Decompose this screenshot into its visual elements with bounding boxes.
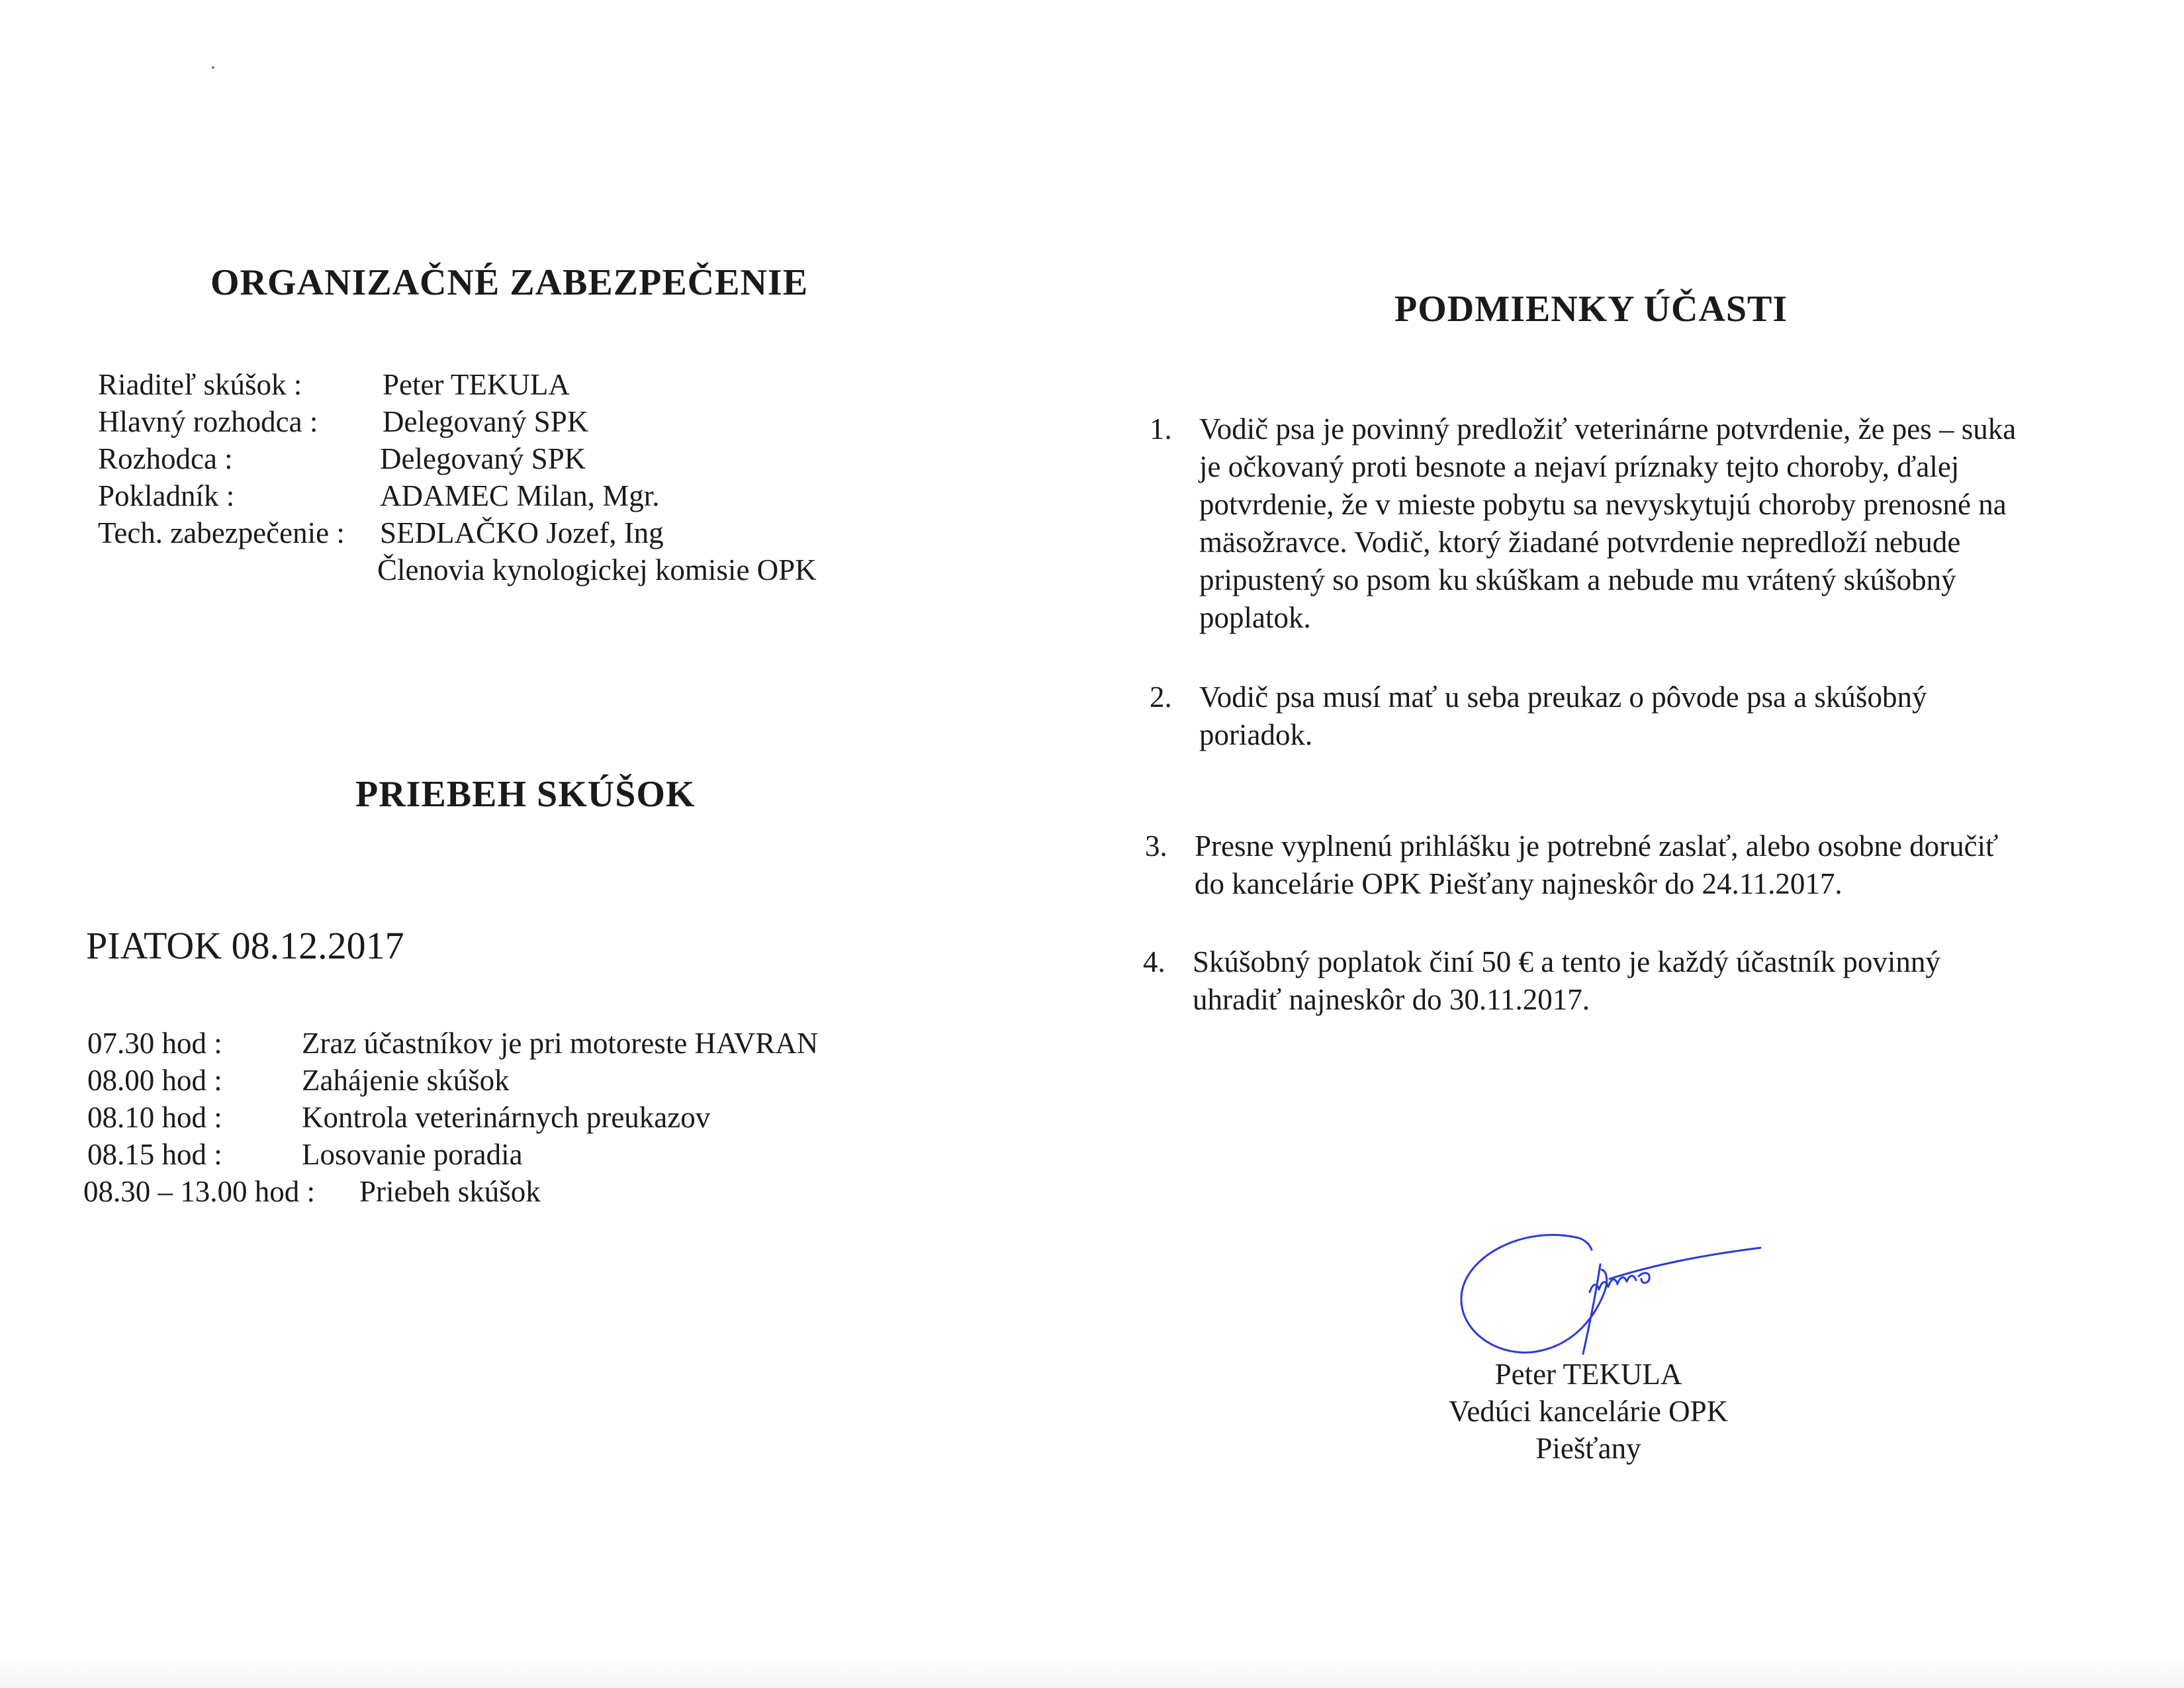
org-label: Pokladník :: [98, 479, 235, 512]
condition-line: Presne vyplnenú prihlášku je potrebné zaslať, alebo osobne doručiť: [1195, 829, 1999, 863]
org-value: SEDLAČKO Jozef, Ing: [380, 516, 664, 549]
schedule-time: 08.00 hod :: [87, 1064, 222, 1097]
signatory-position: Vedúci kancelárie OPK: [1448, 1395, 1729, 1428]
condition-line: Skúšobný poplatok činí 50 € a tento je každý účastník povinný: [1193, 945, 1940, 978]
org-value: Peter TEKULA: [383, 368, 570, 401]
signatory-block: [1403, 1356, 1774, 1467]
schedule-event: Zahájenie skúšok: [302, 1064, 510, 1097]
org-label: Riaditeľ skúšok :: [98, 368, 302, 401]
condition-line: poriadok.: [1199, 718, 1313, 751]
schedule-time: 08.15 hod :: [87, 1138, 222, 1171]
condition-line: Vodič psa je povinný predložiť veterinárne potvrdenie, že pes – suka: [1199, 412, 2017, 445]
condition-line: do kancelárie OPK Piešťany najneskôr do 24.11.2017.: [1195, 867, 1843, 900]
schedule-event: Priebeh skúšok: [359, 1175, 541, 1208]
org-extra: Členovia kynologickej komisie OPK: [377, 553, 817, 586]
handwritten-signature-icon: [1443, 1218, 1774, 1370]
condition-line: je očkovaný proti besnote a nejaví príznaky tejto choroby, ďalej: [1199, 450, 1960, 483]
schedule-time: 08.10 hod :: [87, 1101, 222, 1134]
org-label: Hlavný rozhodca :: [98, 405, 318, 438]
org-value: Delegovaný SPK: [383, 405, 589, 438]
schedule-time: 08.30 – 13.00 hod :: [83, 1175, 316, 1208]
condition-line: mäsožravce. Vodič, ktorý žiadané potvrdenie nepredloží nebude: [1199, 526, 1961, 559]
condition-number: 1.: [1150, 412, 1172, 445]
org-value: ADAMEC Milan, Mgr.: [380, 479, 660, 512]
org-value: Delegovaný SPK: [380, 442, 586, 475]
schedule-event: Losovanie poradia: [302, 1138, 523, 1171]
org-label: Tech. zabezpečenie :: [98, 516, 345, 549]
signatory-place: Piešťany: [1535, 1432, 1641, 1465]
condition-number: 3.: [1145, 829, 1167, 863]
scan-speck: [212, 66, 214, 69]
org-title: ORGANIZAČNÉ ZABEZPEČENIE: [210, 262, 809, 303]
schedule-event: Zraz účastníkov je pri motoreste HAVRAN: [302, 1027, 819, 1060]
condition-line: poplatok.: [1199, 601, 1311, 634]
schedule-event: Kontrola veterinárnych preukazov: [302, 1101, 711, 1134]
condition-number: 4.: [1143, 945, 1165, 978]
schedule-time: 07.30 hod :: [87, 1027, 222, 1060]
schedule-day: PIATOK 08.12.2017: [86, 924, 404, 967]
signatory-name: Peter TEKULA: [1494, 1358, 1682, 1391]
scan-edge: [0, 1655, 2184, 1688]
org-label: Rozhodca :: [98, 442, 233, 475]
condition-line: Vodič psa musí mať u seba preukaz o pôvode psa a skúšobný: [1199, 680, 1927, 714]
condition-line: potvrdenie, že v mieste pobytu sa nevyskytujú choroby prenosné na: [1199, 488, 2007, 521]
condition-line: pripustený so psom ku skúškam a nebude mu vrátený skúšobný: [1199, 563, 1956, 596]
conditions-title: PODMIENKY ÚČASTI: [1394, 289, 1788, 330]
schedule-title: PRIEBEH SKÚŠOK: [355, 774, 696, 815]
condition-line: uhradiť najneskôr do 30.11.2017.: [1193, 983, 1590, 1016]
condition-number: 2.: [1150, 680, 1172, 714]
